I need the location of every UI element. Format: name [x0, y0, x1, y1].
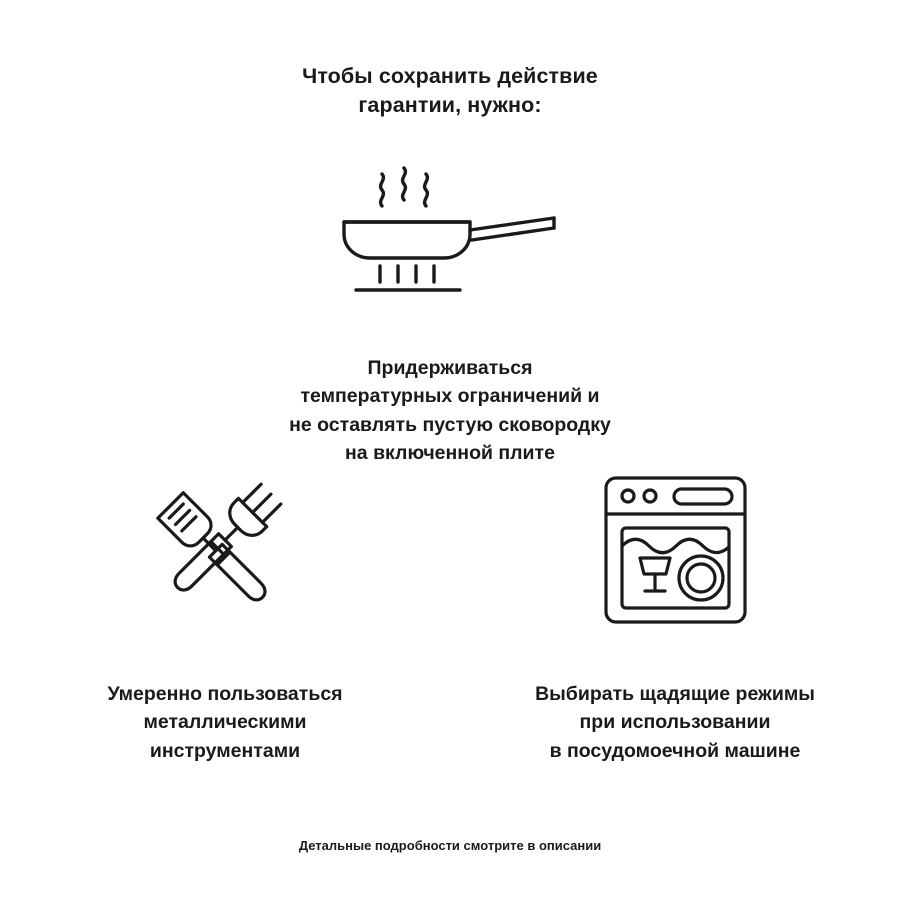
- caption-line-2: температурных ограничений и: [300, 385, 600, 408]
- page-title-line-1: Чтобы сохранить действие: [302, 64, 598, 88]
- dishwasher-icon: [480, 470, 870, 630]
- crossed-fork-and-spatula-icon: [30, 470, 420, 630]
- caption-line-4: на включенной плите: [345, 441, 555, 464]
- tip-blocks-row: [0, 470, 900, 765]
- caption-line-2: металлическими: [143, 711, 307, 734]
- caption-line-1: Придерживаться: [367, 357, 533, 379]
- tip-block-dishwasher: [450, 470, 870, 765]
- caption-line-2: при использовании: [579, 711, 771, 734]
- footer-note: Детальные подробности смотрите в описании: [298, 838, 602, 853]
- caption-line-3: в посудомоечной машине: [549, 739, 801, 762]
- tip-block-temperature: [0, 160, 900, 467]
- frying-pan-with-heat-icon: [0, 160, 900, 300]
- tip-block-utensils: [30, 470, 450, 765]
- tip-caption-dishwasher: [480, 680, 870, 765]
- tip-caption-temperature: [0, 354, 900, 467]
- page-title: [0, 62, 900, 120]
- caption-line-1: Умеренно пользоваться: [107, 683, 343, 705]
- caption-line-3: инструментами: [149, 739, 301, 762]
- tip-caption-utensils: [30, 680, 420, 765]
- page-title-line-2: гарантии, нужно:: [358, 93, 542, 118]
- caption-line-1: Выбирать щадящие режимы: [535, 683, 815, 705]
- caption-line-3: не оставлять пустую сковородку: [289, 413, 611, 436]
